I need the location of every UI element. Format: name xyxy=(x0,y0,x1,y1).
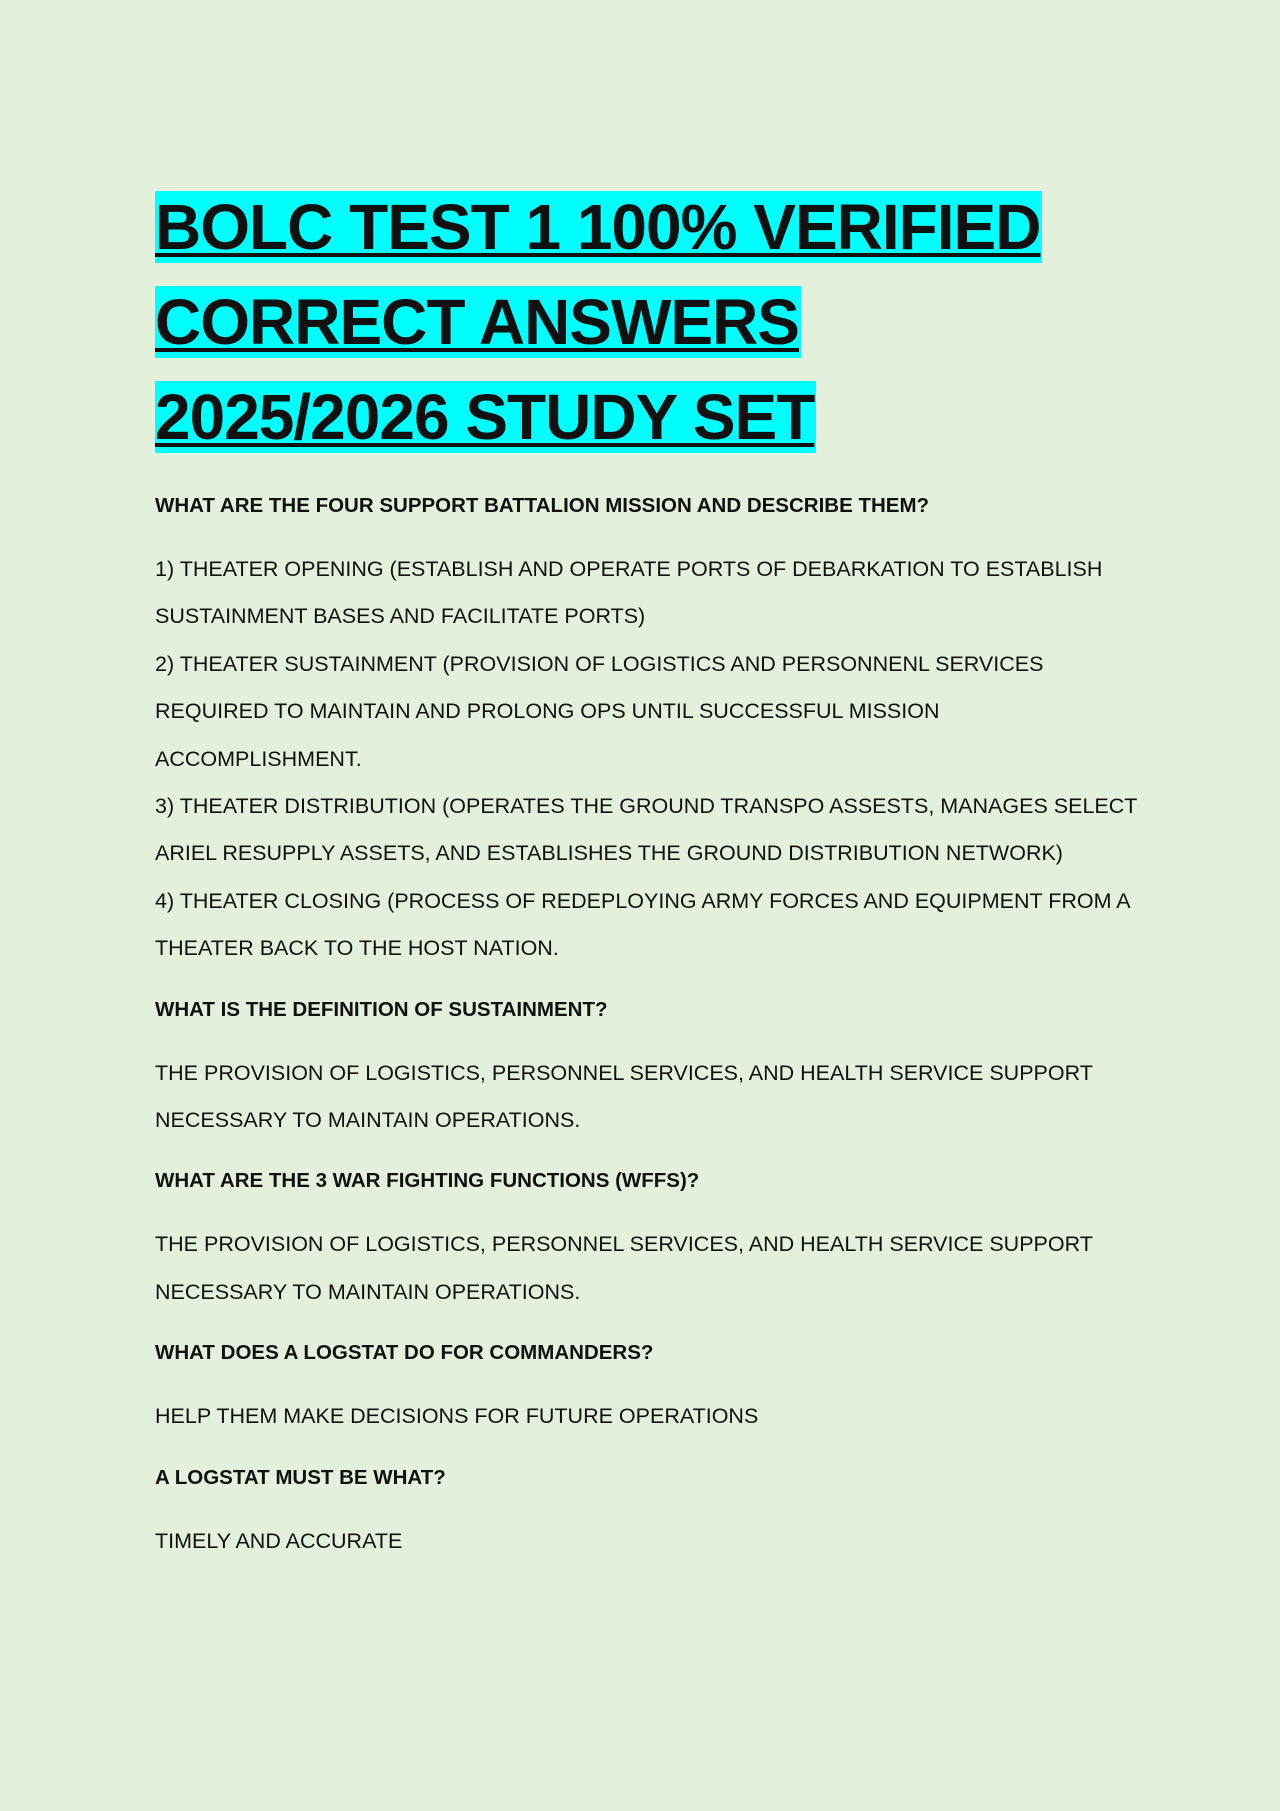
answer-1-line-7: ARIEL RESUPPLY ASSETS, AND ESTABLISHES THE GROUND DISTRIBUTION NETWORK) xyxy=(155,841,1063,866)
answer-1-line-3: 2) THEATER SUSTAINMENT (PROVISION OF LOGISTICS AND PERSONNENL SERVICES xyxy=(155,651,1044,676)
answer-1-line-2: SUSTAINMENT BASES AND FACILITATE PORTS) xyxy=(155,604,646,629)
answer-2-line-2: NECESSARY TO MAINTAIN OPERATIONS. xyxy=(155,1108,581,1133)
qa-item-1 xyxy=(155,491,1138,973)
answer-2-line-1: THE PROVISION OF LOGISTICS, PERSONNEL SERVICES, AND HEALTH SERVICE SUPPORT xyxy=(155,1060,1093,1085)
answer-1 xyxy=(155,546,1138,973)
answer-5 xyxy=(155,1518,1135,1565)
answer-2 xyxy=(155,1050,1135,1145)
answer-3-line-2: NECESSARY TO MAINTAIN OPERATIONS. xyxy=(155,1279,581,1304)
answer-4-line-1: HELP THEM MAKE DECISIONS FOR FUTURE OPERATIONS xyxy=(155,1404,759,1429)
qa-item-2 xyxy=(155,995,1135,1145)
title-line-1: BOLC TEST 1 100% VERIFIED xyxy=(155,191,1041,263)
question-4: WHAT DOES A LOGSTAT DO FOR COMMANDERS? xyxy=(155,1341,654,1365)
answer-4 xyxy=(155,1393,1135,1440)
question-5: A LOGSTAT MUST BE WHAT? xyxy=(155,1465,446,1489)
answer-1-line-8: 4) THEATER CLOSING (PROCESS OF REDEPLOYING ARMY FORCES AND EQUIPMENT FROM A xyxy=(155,888,1131,913)
document-title xyxy=(155,180,1135,465)
answer-1-line-1: 1) THEATER OPENING (ESTABLISH AND OPERATE PORTS OF DEBARKATION TO ESTABLISH xyxy=(155,557,1103,581)
answer-1-line-5: ACCOMPLISHMENT. xyxy=(155,746,362,771)
answer-1-line-6: 3) THEATER DISTRIBUTION (OPERATES THE GROUND TRANSPO ASSESTS, MANAGES SELECT xyxy=(155,794,1138,819)
qa-item-4 xyxy=(155,1338,1135,1440)
question-1: WHAT ARE THE FOUR SUPPORT BATTALION MISSION AND DESCRIBE THEM? xyxy=(155,494,930,517)
answer-5-line-1: TIMELY AND ACCURATE xyxy=(155,1528,403,1553)
answer-1-line-4: REQUIRED TO MAINTAIN AND PROLONG OPS UNTIL SUCCESSFUL MISSION xyxy=(155,699,940,724)
answer-3-line-1: THE PROVISION OF LOGISTICS, PERSONNEL SERVICES, AND HEALTH SERVICE SUPPORT xyxy=(155,1232,1093,1257)
qa-item-5 xyxy=(155,1463,1135,1565)
document-page xyxy=(155,180,1138,1587)
answer-1-line-9: THEATER BACK TO THE HOST NATION. xyxy=(155,936,559,961)
title-line-3: 2025/2026 STUDY SET xyxy=(155,381,815,453)
title-line-2: CORRECT ANSWERS xyxy=(155,286,799,358)
answer-3 xyxy=(155,1221,1135,1316)
qa-item-3 xyxy=(155,1166,1135,1316)
question-3: WHAT ARE THE 3 WAR FIGHTING FUNCTIONS (WFFS)? xyxy=(155,1169,700,1193)
question-2: WHAT IS THE DEFINITION OF SUSTAINMENT? xyxy=(155,997,608,1021)
